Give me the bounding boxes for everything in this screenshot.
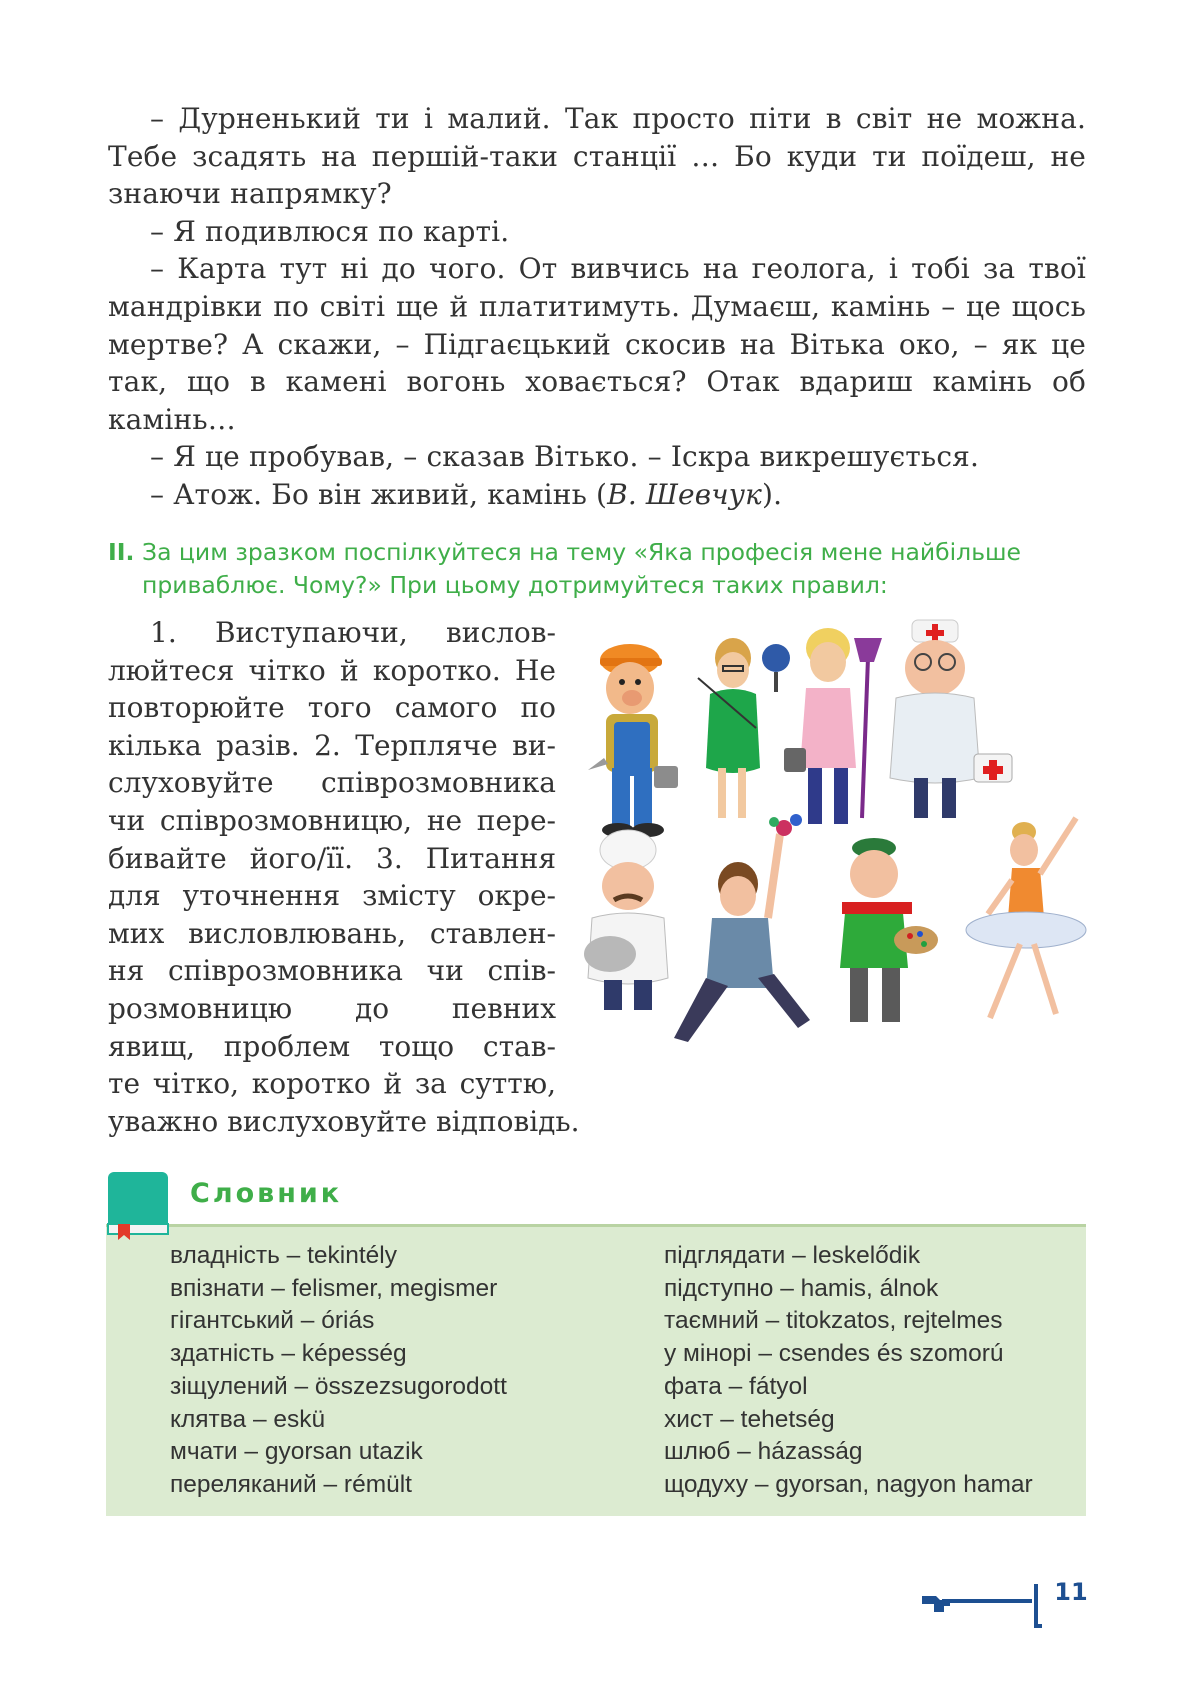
rules-line: те чітко, коротко й за суттю,	[108, 1067, 556, 1101]
dialogue-text: – Атож. Бо він живий, камінь (	[150, 477, 608, 511]
dialogue-paragraph: – Дурненький ти і малий. Так просто піти в світ не можна. Тебе зсадять на першій-таки станції … Бо куди ти поїдеш, не знаючи напрямку?	[108, 102, 1086, 211]
dictionary-title: Словник	[190, 1178, 343, 1209]
dictionary-entry: гігантський – óriás	[170, 1307, 375, 1335]
dictionary-entry: щодуху – gyorsan, nagyon hamar	[664, 1470, 1033, 1498]
dictionary-column-left	[170, 1240, 507, 1502]
dictionary-entry: переляканий – rémült	[170, 1470, 412, 1498]
rules-line: слуховуйте співрозмовника	[108, 766, 556, 800]
doctor-figure	[890, 620, 1012, 818]
dictionary-entry: у мінорі – csendes és szomorú	[664, 1340, 1004, 1368]
dictionary-entry: шлюб – házasság	[664, 1438, 863, 1466]
professions-illustration	[578, 618, 1090, 1078]
dialogue-paragraph: – Я подивлюся по карті.	[150, 214, 510, 248]
dictionary-entry: таємний – titokzatos, rejtelmes	[664, 1307, 1003, 1335]
dictionary-entry: зіщулений – összezsugorodott	[170, 1372, 507, 1400]
rules-line: 1. Виступаючи, вислов-	[150, 616, 556, 649]
dictionary-entry: хист – tehetség	[664, 1405, 835, 1433]
rules-line: уважно вислуховуйте відповідь.	[108, 1104, 580, 1138]
artist-figure	[840, 838, 938, 1022]
rules-line: люйтеся чітко й коротко. Не	[108, 653, 556, 687]
dictionary-entry: підступно – hamis, álnok	[664, 1274, 939, 1302]
rules-line: явищ, проблем тощо став-	[108, 1029, 556, 1063]
dictionary-divider	[106, 1224, 1086, 1227]
author-citation: В. Шевчук	[607, 477, 763, 511]
hairdresser-figure	[674, 814, 810, 1042]
dictionary-entry: впізнати – felismer, megismer	[170, 1274, 498, 1302]
ballerina-figure	[966, 818, 1086, 1018]
builder-figure	[588, 644, 678, 837]
rules-line: мих висловлювань, ставлен-	[108, 916, 556, 950]
communication-rules	[108, 614, 580, 1140]
book-icon	[106, 1170, 170, 1242]
dictionary-entry: клятва – eskü	[170, 1405, 326, 1433]
dictionary-column-right	[664, 1240, 1033, 1502]
rules-line: чи співрозмовницю, не пере-	[108, 803, 556, 837]
rules-line: кілька разів. 2. Терпляче ви-	[108, 728, 556, 762]
task-text: За цим зразком поспілкуйтеся на тему «Яка професія мене найбільше приваблює. Чому?» При цьому дотримуйтеся таких правил:	[142, 538, 1022, 599]
dialogue-text-end: ).	[762, 477, 783, 511]
dictionary-entry: здатність – képesség	[170, 1340, 407, 1368]
dictionary-entry: владність – tekintély	[170, 1242, 397, 1269]
dictionary-entry: фата – fátyol	[664, 1372, 808, 1400]
dictionary-entry: мчати – gyorsan utazik	[170, 1438, 423, 1466]
cleaner-figure	[784, 628, 882, 824]
teacher-figure	[698, 638, 790, 818]
chef-figure	[584, 830, 668, 1010]
rules-line: бивайте його/її. 3. Питання	[108, 841, 556, 875]
dialogue-paragraph-final	[108, 476, 1086, 514]
task-number: II.	[108, 538, 135, 566]
rules-line: розмовницю до певних	[108, 991, 556, 1025]
story-excerpt	[108, 100, 1086, 514]
dictionary-entry: підглядати – leskelődik	[664, 1242, 921, 1269]
dialogue-paragraph: – Я це пробував, – сказав Вітько. – Іскра викрешується.	[150, 440, 980, 474]
page-number: 11	[1054, 1578, 1088, 1606]
rules-line: ня співрозмовника чи спів-	[108, 954, 556, 988]
rules-line: для уточнення змісту окре-	[108, 879, 556, 913]
rules-line: повторюйте того самого по	[108, 691, 556, 725]
page-footer-ornament	[922, 1582, 1042, 1630]
task-instruction	[108, 536, 1088, 602]
dialogue-paragraph: – Карта тут ні до чого. От вивчись на геолога, і тобі за твої мандрівки по світі ще й платитимуть. Думаєш, камінь – це щось мертве? А скажи, – Підгаєцький скосив на Вітька око, – як це так, що в камені вогонь ховається? Отак вдариш камінь об камінь…	[108, 252, 1086, 436]
